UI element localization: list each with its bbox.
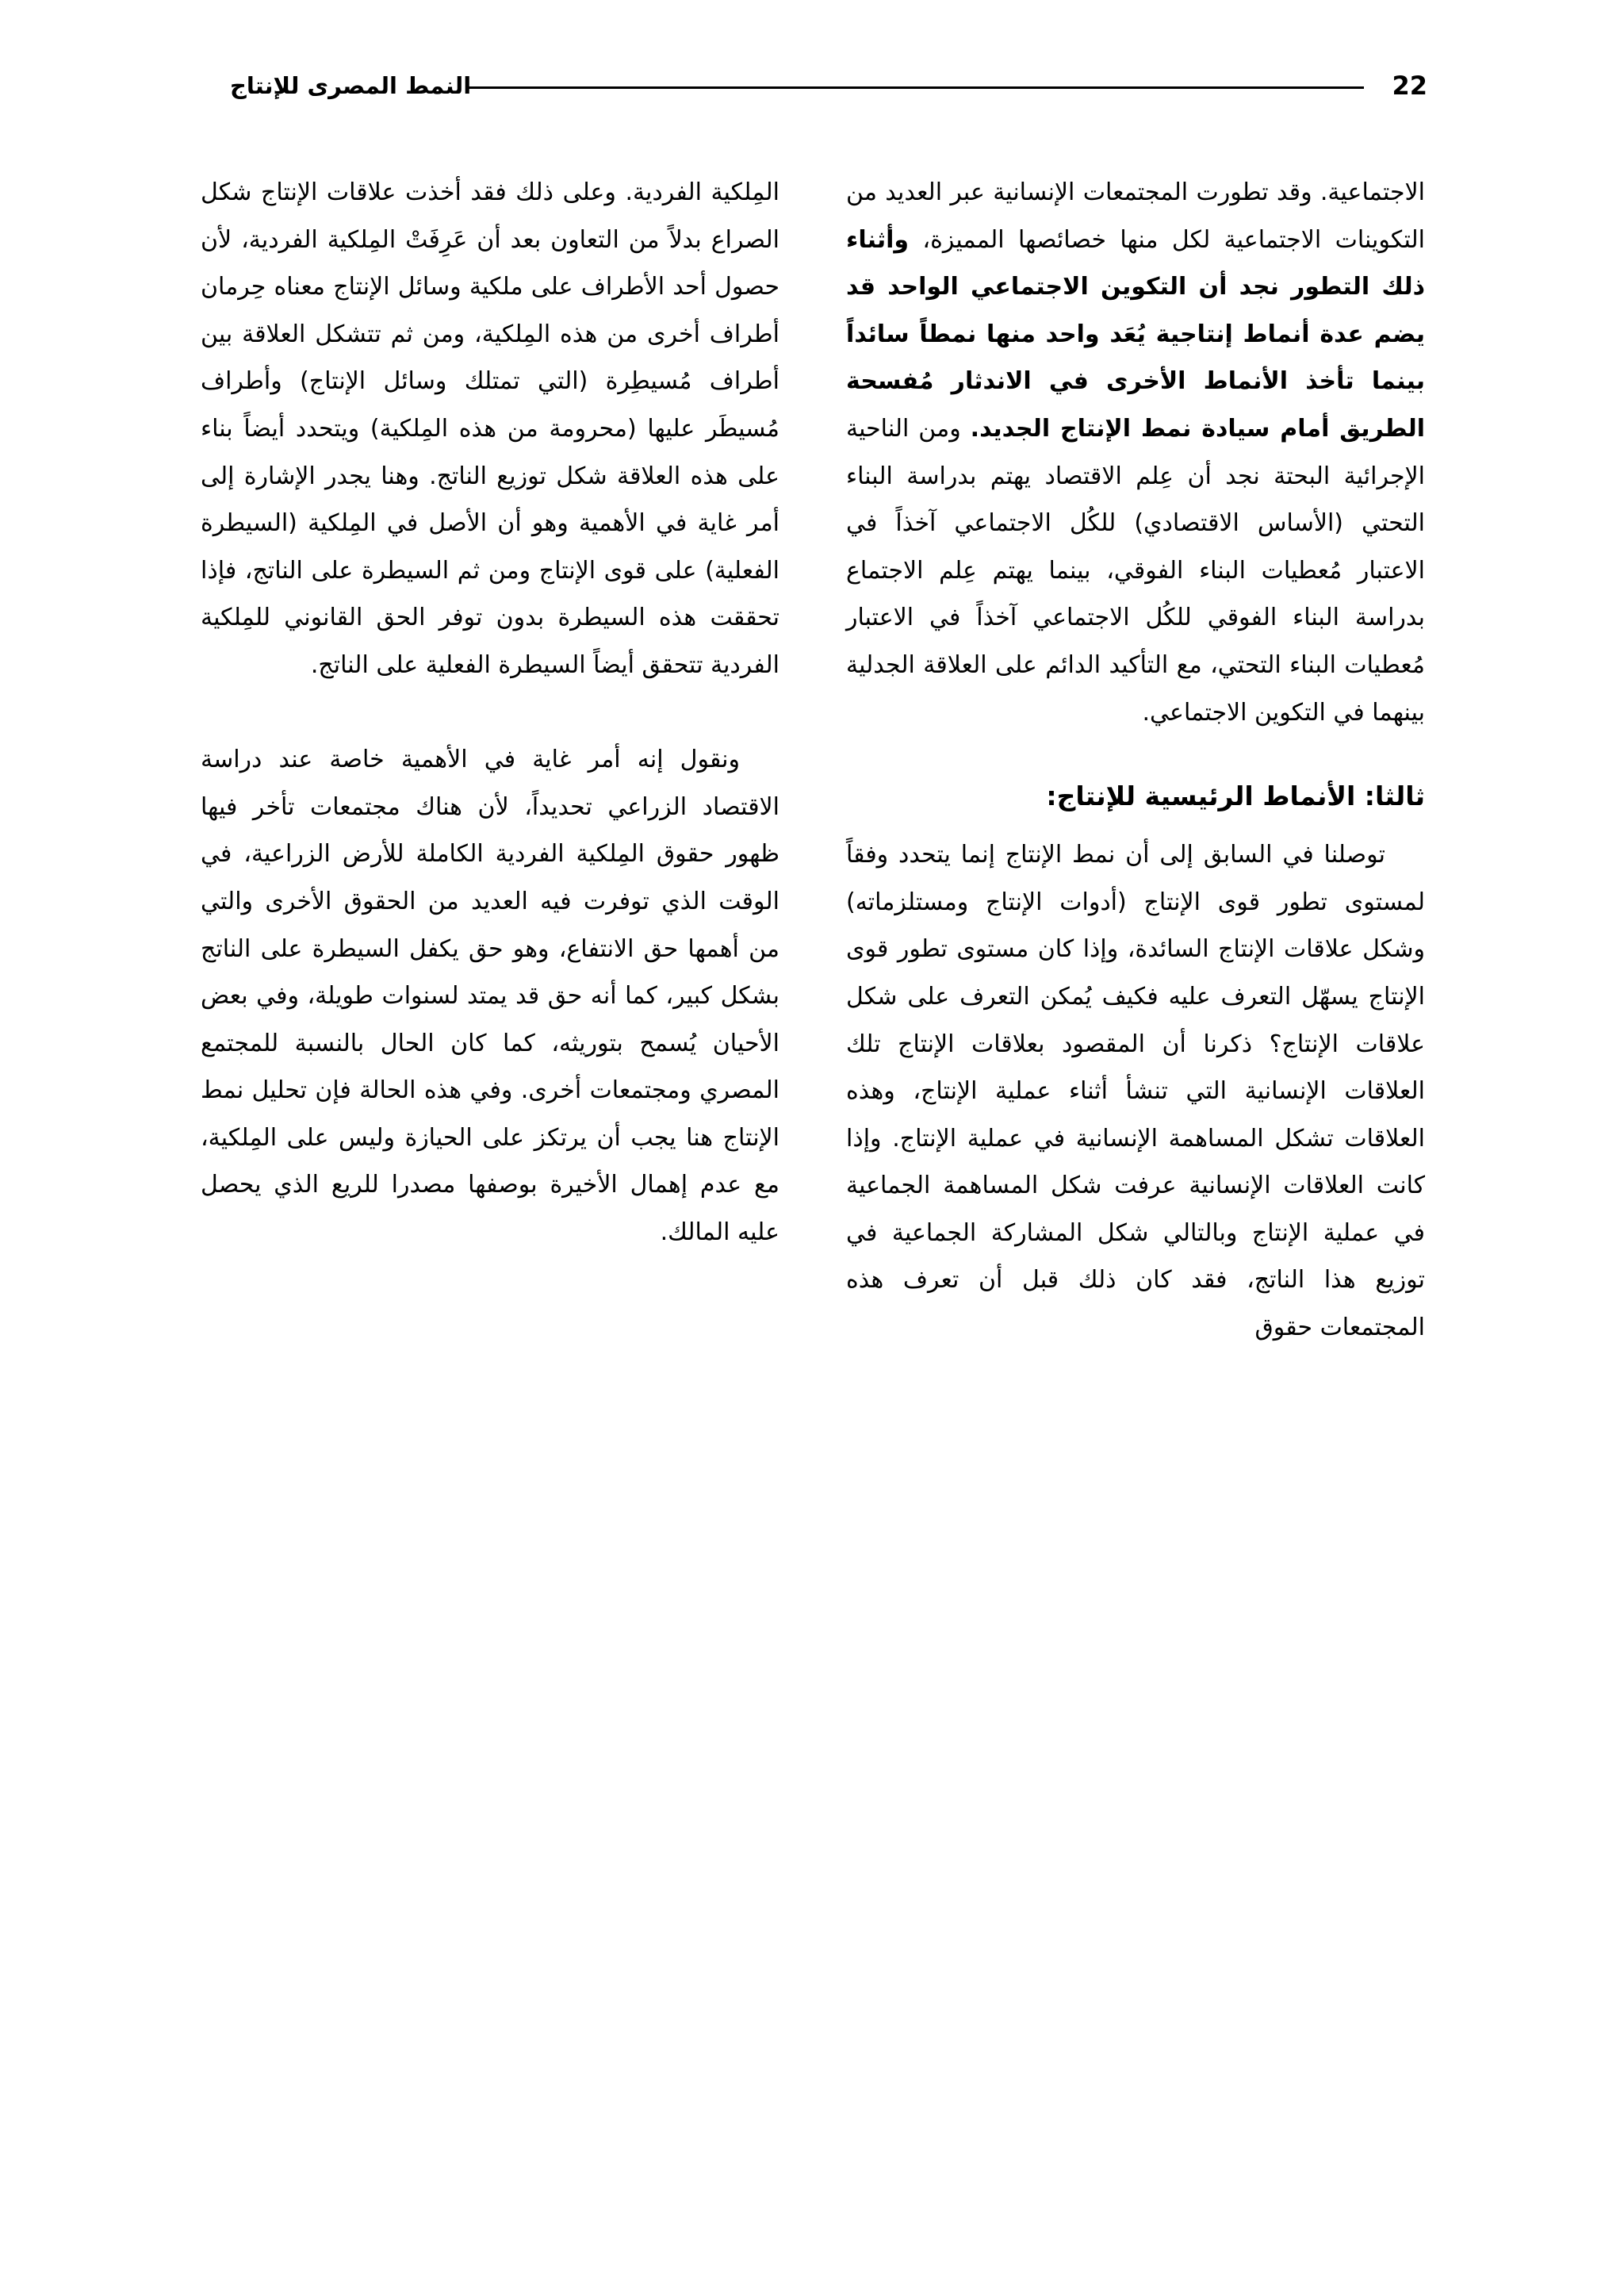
paragraph-text: الاجتماعية. وقد تطورت المجتمعات الإنسانية عبر العديد من التكوينات الاجتماعية لكل منها خصائصها المميزة، — [846, 178, 1425, 254]
left-paragraph-1: المِلكية الفردية. وعلى ذلك فقد أخذت علاقات الإنتاج شكل الصراع بدلاً من التعاون بعد أن عَرِفَتْ المِلكية الفردية، لأن حصول أحد الأطراف على ملكية وسائل الإنتاج معناه حِرمان أطراف أخرى من هذه المِلكية، ومن ثم تتشكل العلاقة بين أطراف مُسيطِرة (التي تمتلك وسائل الإنتاج) وأطراف مُسيطَر عليها (محرومة من هذه المِلكية) ويتحدد أيضاً بناء على هذه العلاقة شكل توزيع الناتج. وهنا يجدر الإشارة إلى أمر غاية في الأهمية وهو أن الأصل في المِلكية (السيطرة الفعلية) على قوى الإنتاج ومن ثم السيطرة على الناتج، فإذا تحققت هذه السيطرة بدون توفر الحق القانوني للمِلكية الفردية تتحقق أيضاً السيطرة الفعلية على الناتج. — [201, 178, 779, 679]
page-number: 22 — [1392, 71, 1427, 101]
page-header — [230, 63, 1427, 111]
left-paragraph-2: ونقول إنه أمر غاية في الأهمية خاصة عند دراسة الاقتصاد الزراعي تحديداً، لأن هناك مجتمعات تأخر فيها ظهور حقوق المِلكية الفردية الكاملة للأرض الزراعية، في الوقت الذي توفرت فيه العديد من الحقوق الأخرى والتي من أهمها حق الانتفاع، وهو حق يكفل السيطرة على الناتج بشكل كبير، كما أنه حق قد يمتد لسنوات طويلة، وفي بعض الأحيان يُسمح بتوريثه، كما كان الحال بالنسبة للمجتمع المصري ومجتمعات أخرى. وفي هذه الحالة فإن تحليل نمط الإنتاج هنا يجب أن يرتكز على الحيازة وليس على المِلكية، مع عدم إهمال الأخيرة بوصفها مصدرا للريع الذي يحصل عليه المالك. — [201, 746, 779, 1247]
section-heading: ثالثا: الأنماط الرئيسية للإنتاج: — [1046, 781, 1425, 812]
running-title: النمط المصرى للإنتاج — [230, 72, 472, 99]
right-paragraph-2: توصلنا في السابق إلى أن نمط الإنتاج إنما يتحدد وفقاً لمستوى تطور قوى الإنتاج (أدوات الإنتاج ومستلزماته) وشكل علاقات الإنتاج السائدة، وإذا كان مستوى تطور قوى الإنتاج يسهّل التعرف عليه فكيف يُمكن التعرف على شكل علاقات الإنتاج؟ ذكرنا أن المقصود بعلاقات الإنتاج تلك العلاقات الإنسانية التي تنشأ أثناء عملية الإنتاج، وهذه العلاقات تشكل المساهمة الإنسانية في عملية الإنتاج. وإذا كانت العلاقات الإنسانية عرفت شكل المساهمة الجماعية في عملية الإنتاج وبالتالي شكل المشاركة الجماعية في توزيع هذا الناتج، فقد كان ذلك قبل أن تعرف هذه المجتمعات حقوق — [846, 841, 1425, 1342]
right-paragraph-1 — [846, 169, 1425, 736]
paragraph-text: ومن الناحية الإجرائية البحتة نجد أن عِلم الاقتصاد يهتم بدراسة البناء التحتي (الأساس الاقتصادي) للكُل الاجتماعي آخذاً في الاعتبار مُعطيات البناء الفوقي، بينما يهتم عِلم الاجتماع بدراسة البناء الفوقي للكُل الاجتماعي آخذاً في الاعتبار مُعطيات البناء التحتي، مع التأكيد الدائم على العلاقة الجدلية بينهما في التكوين الاجتماعي. — [846, 414, 1425, 727]
header-rule — [468, 86, 1364, 89]
bold-passage: وأثناء ذلك التطور نجد أن التكوين الاجتماعي الواحد قد يضم عدة أنماط إنتاجية يُعَد واحد منها نمطاً سائداً بينما تأخذ الأنماط الأخرى في الاندثار مُفسحة الطريق أمام سيادة نمط الإنتاج الجديد. — [846, 225, 1425, 443]
left-column — [201, 169, 779, 1256]
right-column — [846, 169, 1425, 1352]
